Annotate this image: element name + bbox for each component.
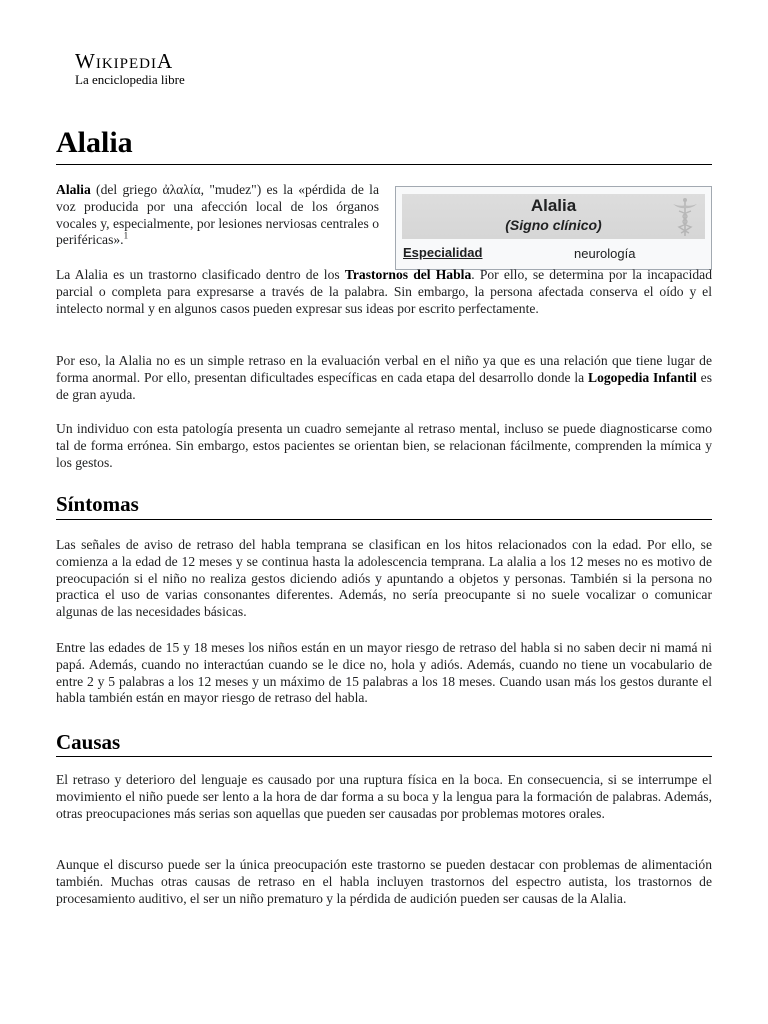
logo-wordmark: WikipediA: [75, 49, 174, 73]
infobox-specialty-value[interactable]: neurología: [574, 246, 636, 261]
reference-link[interactable]: 1: [123, 230, 129, 241]
infobox-specialty-label[interactable]: Especialidad: [403, 245, 483, 260]
logo-tagline: La enciclopedia libre: [75, 72, 185, 87]
term-bold: Alalia: [56, 182, 91, 197]
infobox-subtitle: (Signo clínico): [505, 217, 602, 233]
causas-paragraph-2: Aunque el discurso puede ser la única preocupación este trastorno se pueden destacar con problemas de alimentación también. Muchas otras causas de retraso en el habla incluyen trastornos del espectro autista, los trastornos de procesamiento auditivo, el ser un niño prematuro y la pérdida de audición pueden ser causas de la Alalia.: [56, 857, 712, 906]
section-divider: [56, 756, 712, 757]
sintomas-paragraph-1: Las señales de aviso de retraso del habla temprana se clasifican en los hitos relacionados con la edad. Por ello, se comienza a la edad de 12 meses y se continua hasta la adolescencia temprana. La alalia a los 12 meses no es motivo de preocupación si el niño no realiza gestos diciendo adiós y apuntando a objetos y personas. También si la persona no practica el uso de varias consonantes diferentes. Además, no sería preocupante si no suele vocalizar o comunicar algunas de las necesidades básicas.: [56, 537, 712, 620]
section-divider: [56, 519, 712, 520]
infobox: [395, 186, 712, 270]
wikipedia-logo[interactable]: [75, 50, 185, 88]
intro-paragraph-3: Por eso, la Alalia no es un simple retraso en la evaluación verbal en el niño ya que es una relación que tiene lugar de forma anormal. Por ello, presentan dificultades específicas en cada etapa del desarrollo donde la Logopedia Infantil es de gran ayuda.: [56, 353, 712, 402]
section-heading-sintomas: Síntomas: [56, 492, 139, 516]
sintomas-paragraph-2: Entre las edades de 15 y 18 meses los niños están en un mayor riesgo de retraso del habla si no saben decir ni mamá ni papá. Además, cuando no interactúan cuando se le dice no, hola y adiós. Además, cuando no tiene un vocabulario de entre 2 y 5 palabras a los 12 meses y un máximo de 15 palabras a los 18 meses. Cuando usan más los gestos durante el habla también están en mayor riesgo de retraso del habla.: [56, 640, 712, 706]
infobox-header: [402, 194, 705, 239]
link-trastornos-del-habla[interactable]: Trastornos del Habla: [344, 267, 472, 282]
causas-paragraph-1: El retraso y deterioro del lenguaje es causado por una ruptura física en la boca. En consecuencia, si se interrumpe el movimiento el niño puede ser lento a la hora de dar forma a su boca y la lengua para la formación de palabras. Además, otras preocupaciones más serias son aquellas que pueden ser causadas por problemas motores orales.: [56, 772, 712, 821]
link-logopedia-infantil[interactable]: Logopedia Infantil: [588, 369, 697, 385]
title-divider: [56, 164, 712, 165]
intro-paragraph-1: Alalia (del griego ἀλαλία, "mudez") es la «pérdida de la voz producida por una afección local de los órganos vocales y, especialmente, por lesiones nerviosas centrales o periféricas».$^1$: [56, 182, 379, 248]
intro-paragraph-4: Un individuo con esta patología presenta un cuadro semejante al retraso mental, incluso se puede diagnosticarse como tal de forma errónea. Sin embargo, estos pacientes se orientan bien, se relacionan fácilmente, comprenden la mímica y los gestos.: [56, 421, 712, 470]
caduceus-icon: [669, 197, 701, 237]
page-title: Alalia: [56, 126, 133, 159]
section-heading-causas: Causas: [56, 730, 121, 754]
intro-paragraph-2: La Alalia es un trastorno clasificado dentro de los Trastornos del Habla. Por ello, se determina por la incapacidad parcial o completa para expresarse a través de la palabra. Sin embargo, la persona afectada conserva el oído y el intelecto normal y en algunos casos pueden expresar sus ideas por escrito perfectamente.: [56, 267, 712, 316]
infobox-title: Alalia: [530, 196, 577, 215]
